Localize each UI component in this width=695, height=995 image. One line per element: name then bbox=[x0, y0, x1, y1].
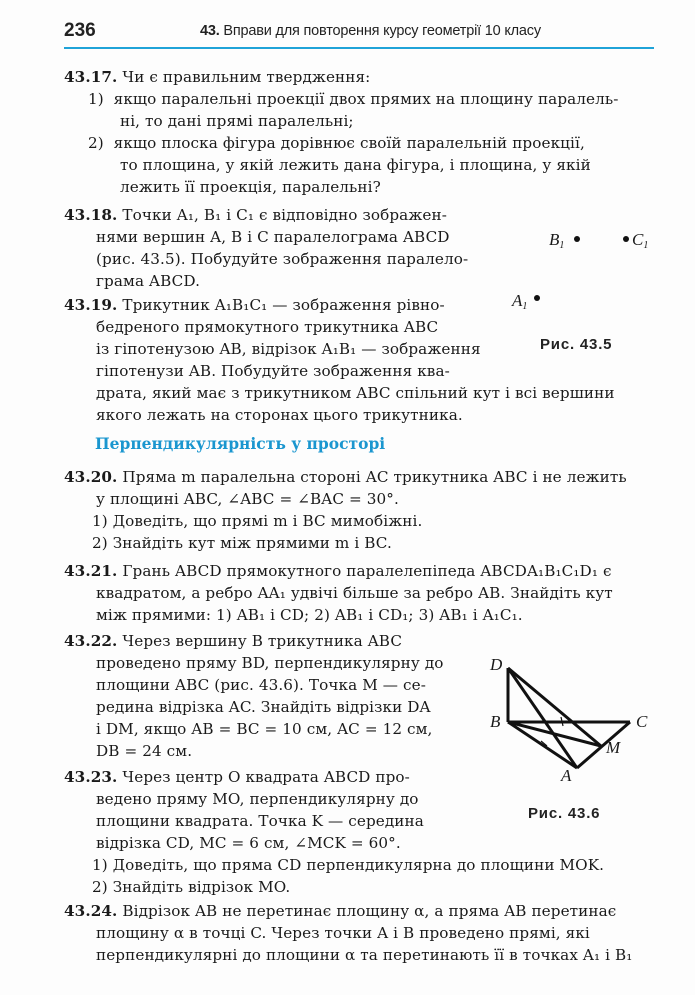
problem-text: нями вершин A, B і C паралелограма ABCD bbox=[96, 228, 450, 246]
problem-text: відрізка CD, MC = 6 см, ∠MCK = 60°. bbox=[96, 834, 401, 852]
problem-text: драта, який має з трикутником ABC спільний кут і всі вершини bbox=[96, 384, 615, 402]
point-label-a1: $A_1$ bbox=[512, 291, 528, 312]
problem-number: 43.18. bbox=[64, 206, 118, 224]
problem-43-21 bbox=[64, 560, 664, 626]
problem-text: площини квадрата. Точка K — середина bbox=[96, 812, 424, 830]
problem-text: перпендикулярні до площини α та перетинають її в точках A₁ і B₁ bbox=[96, 946, 633, 964]
point-c1-dot bbox=[623, 236, 629, 242]
problem-text: площину α в точці C. Через точки A і B проведено прямі, які bbox=[96, 924, 590, 942]
problem-43-18 bbox=[64, 204, 504, 292]
problem-text: Пряма m паралельна стороні AC трикутника ABC і не лежить bbox=[122, 468, 627, 486]
problem-text: (рис. 43.5). Побудуйте зображення паралело- bbox=[96, 250, 469, 268]
problem-text: у площині ABC, ∠ABC = ∠BAC = 30°. bbox=[96, 490, 399, 508]
page-number: 236 bbox=[64, 20, 96, 41]
item-text: 1) Доведіть, що прямі m і BC мимобіжні. bbox=[92, 512, 423, 530]
problem-number: 43.24. bbox=[64, 902, 118, 920]
point-a1-dot bbox=[534, 295, 540, 301]
problem-number: 43.17. bbox=[64, 68, 118, 86]
problem-43-24 bbox=[64, 900, 664, 966]
problem-number: 43.19. bbox=[64, 296, 118, 314]
problem-text: DB = 24 см. bbox=[96, 742, 193, 760]
problem-43-20 bbox=[64, 466, 664, 554]
problem-text: грама ABCD. bbox=[96, 272, 201, 290]
figure-caption: Рис. 43.5 bbox=[540, 336, 613, 353]
item-text: якщо плоска фігура дорівнює своїй паралельній проекції, bbox=[113, 134, 585, 152]
problem-text: бедреного прямокутного трикутника ABC bbox=[96, 318, 439, 336]
point-label-c: C bbox=[636, 712, 648, 731]
problem-text: і DM, якщо AB = BC = 10 см, AC = 12 см, bbox=[96, 720, 433, 738]
problem-text: Через центр O квадрата ABCD про- bbox=[122, 768, 410, 786]
point-label-d: D bbox=[490, 655, 503, 674]
problem-number: 43.23. bbox=[64, 768, 118, 786]
point-label-b1: $B_1$ bbox=[549, 230, 565, 251]
problem-text: ведено пряму MO, перпендикулярну до bbox=[96, 790, 419, 808]
problem-43-19 bbox=[64, 294, 664, 426]
page-header bbox=[64, 18, 654, 46]
problem-number: 43.21. bbox=[64, 562, 118, 580]
problem-text: Грань ABCD прямокутного паралелепіпеда ABCDA₁B₁C₁D₁ є bbox=[122, 562, 612, 580]
problem-text: проведено пряму BD, перпендикулярну до bbox=[96, 654, 444, 672]
item-label: 2) bbox=[88, 134, 104, 152]
problem-43-22 bbox=[64, 630, 484, 762]
problem-text: Відрізок AB не перетинає площину α, а пряма AB перетинає bbox=[122, 902, 617, 920]
header-rule bbox=[64, 47, 654, 49]
chapter-number: 43. bbox=[200, 23, 220, 39]
item-text: ні, то дані прямі паралельні; bbox=[120, 112, 354, 130]
chapter-title-text: Вправи для повторення курсу геометрії 10 класу bbox=[223, 23, 541, 39]
problem-text: редина відрізка AC. Знайдіть відрізки DA bbox=[96, 698, 431, 716]
point-label-c1: $C_1$ bbox=[632, 230, 649, 251]
problem-text: площини ABC (рис. 43.6). Точка M — се- bbox=[96, 676, 426, 694]
problem-43-23 bbox=[64, 766, 664, 898]
point-label-b: B bbox=[490, 712, 501, 731]
item-text: то площина, у якій лежить дана фігура, і площина, у якій bbox=[120, 156, 591, 174]
item-text: 2) Знайдіть кут між прямими m і BC. bbox=[92, 534, 392, 552]
problem-43-17 bbox=[64, 66, 654, 198]
problem-text: із гіпотенузою AB, відрізок A₁B₁ — зображення bbox=[96, 340, 481, 358]
problem-text: квадратом, а ребро AA₁ удвічі більше за ребро AB. Знайдіть кут bbox=[96, 584, 613, 602]
problem-text: між прямими: 1) AB₁ і CD; 2) AB₁ і CD₁; 3) AB₁ і A₁C₁. bbox=[96, 606, 523, 624]
problem-number: 43.22. bbox=[64, 632, 118, 650]
section-heading: Перпендикулярність у просторі bbox=[95, 434, 386, 453]
problem-text: Точки A₁, B₁ і C₁ є відповідно зображен- bbox=[122, 206, 447, 224]
problem-text: Чи є правильним твердження: bbox=[122, 68, 371, 86]
point-label-a: A bbox=[561, 766, 572, 785]
item-text: лежить її проекція, паралельні? bbox=[120, 178, 381, 196]
point-b1-dot bbox=[574, 236, 580, 242]
problem-text: якого лежать на сторонах цього трикутника. bbox=[96, 406, 463, 424]
chapter-title bbox=[200, 23, 541, 39]
problem-number: 43.20. bbox=[64, 468, 118, 486]
item-text: якщо паралельні проекції двох прямих на площину паралель- bbox=[113, 90, 619, 108]
item-label: 1) bbox=[88, 90, 104, 108]
problem-text: Трикутник A₁B₁C₁ — зображення рівно- bbox=[122, 296, 445, 314]
figure-caption: Рис. 43.6 bbox=[528, 805, 601, 822]
problem-text: Через вершину B трикутника ABC bbox=[122, 632, 403, 650]
point-label-m: M bbox=[606, 738, 621, 757]
problem-text: гіпотенузи AB. Побудуйте зображення ква- bbox=[96, 362, 450, 380]
item-text: 1) Доведіть, що пряма CD перпендикулярна до площини MOK. bbox=[92, 856, 605, 874]
item-text: 2) Знайдіть відрізок MO. bbox=[92, 878, 291, 896]
